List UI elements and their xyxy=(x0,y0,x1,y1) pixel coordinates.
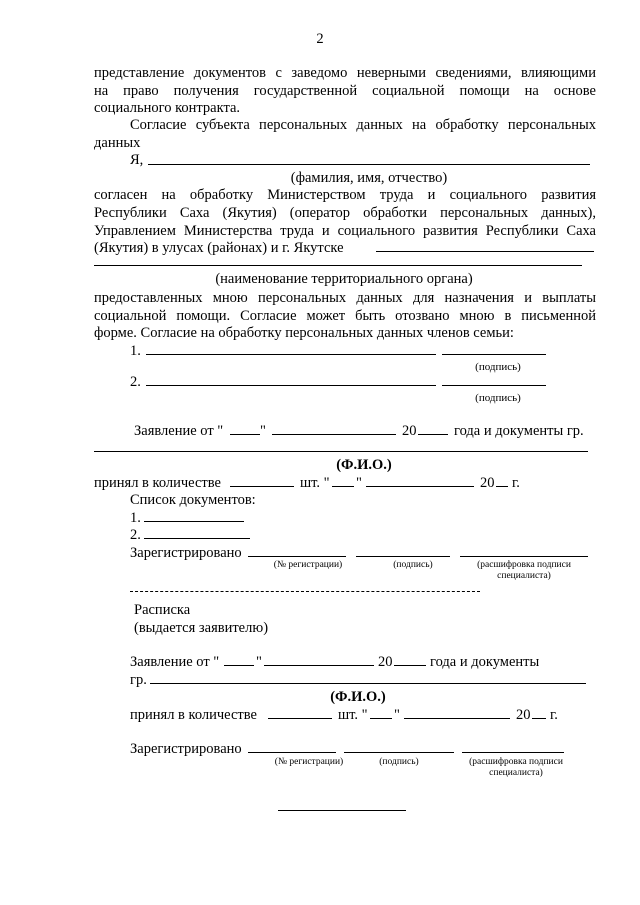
statement-accepted-label: принял в количестве xyxy=(94,475,221,491)
receipt-gr-label: гр. xyxy=(130,672,147,688)
registration-specialist-caption-2: специалиста) xyxy=(497,571,551,581)
receipt-year-prefix: 20 xyxy=(378,654,393,670)
registration-number-caption: (№ регистрации) xyxy=(273,560,343,570)
registration-signature-caption: (подпись) xyxy=(393,560,433,570)
fio-input-line[interactable] xyxy=(148,164,590,165)
receipt-accepted-g: г. xyxy=(550,707,558,723)
consent-title-line-1: Согласие субъекта персональных данных на обработку персональных xyxy=(130,117,596,133)
document-item-1-line[interactable] xyxy=(144,521,244,522)
registration-number-line[interactable] xyxy=(248,556,346,557)
fio-caption: (фамилия, имя, отчество) xyxy=(290,170,448,186)
receipt-registration-number-line[interactable] xyxy=(248,752,336,753)
receipt-month-line[interactable] xyxy=(264,665,374,666)
end-separator-line xyxy=(278,810,406,811)
statement-accepted-year-prefix: 20 xyxy=(480,475,495,491)
statement-accepted-day-line[interactable] xyxy=(332,486,354,487)
provided-line-3: форме. Согласие на обработку персональных данных членов семьи: xyxy=(94,325,514,341)
document-item-1-number: 1. xyxy=(130,510,141,526)
receipt-statement-suffix: года и документы xyxy=(430,654,540,670)
statement-accepted-year-line[interactable] xyxy=(496,486,508,487)
receipt-registration-specialist-caption-1: (расшифровка подписи xyxy=(469,757,563,767)
statement-count-line[interactable] xyxy=(230,486,294,487)
statement-suffix: года и документы гр. xyxy=(454,423,584,439)
family-member-2-signature-caption: (подпись) xyxy=(475,392,521,404)
statement-year-line[interactable] xyxy=(418,434,448,435)
receipt-quote-close-2: " xyxy=(394,707,400,723)
receipt-accepted-day-line[interactable] xyxy=(370,718,392,719)
document-item-2-line[interactable] xyxy=(144,538,250,539)
receipt-year-line[interactable] xyxy=(394,665,426,666)
statement-fio-line[interactable] xyxy=(94,451,588,452)
territorial-input-line-1[interactable] xyxy=(376,251,594,252)
consent-text-line-3: Управлением Министерства труда и социального развития Республики Саха xyxy=(94,223,596,239)
provided-line-1: предоставленных мною персональных данных для назначения и выплаты xyxy=(94,290,596,306)
intro-line-1: представление документов с заведомо неверными сведениями, влияющими xyxy=(94,65,596,81)
intro-line-2: на право получения государственной социальной помощи на основе xyxy=(94,83,596,99)
receipt-statement-prefix: Заявление от " xyxy=(130,654,220,670)
receipt-registration-number-caption: (№ регистрации) xyxy=(274,757,344,767)
provided-line-2: социальной помощи. Согласие может быть отозвано мною в письменной xyxy=(94,308,596,324)
consent-text-line-4: (Якутия) в улусах (районах) и г. Якутске xyxy=(94,240,344,256)
statement-fio-caption: (Ф.И.О.) xyxy=(336,457,392,473)
consent-text-line-2: Республики Саха (Якутия) (оператор обработки персональных данных), xyxy=(94,205,596,221)
cut-line-divider xyxy=(130,591,480,592)
territorial-caption: (наименование территориального органа) xyxy=(215,271,473,287)
statement-year-prefix: 20 xyxy=(402,423,417,439)
family-member-2-signature-line[interactable] xyxy=(442,385,546,386)
receipt-accepted-year-line[interactable] xyxy=(532,718,546,719)
intro-line-3: социального контракта. xyxy=(94,100,241,116)
consent-i-label: Я, xyxy=(130,152,144,168)
family-member-1-number: 1. xyxy=(130,343,141,359)
receipt-accepted-month-line[interactable] xyxy=(404,718,510,719)
document-item-2-number: 2. xyxy=(130,527,141,543)
receipt-registration-signature-line[interactable] xyxy=(344,752,454,753)
statement-accepted-g: г. xyxy=(512,475,520,491)
statement-quote-close-2: " xyxy=(356,475,362,491)
family-member-2-number: 2. xyxy=(130,374,141,390)
statement-quote-close: " xyxy=(260,423,266,439)
receipt-fio-caption: (Ф.И.О.) xyxy=(330,689,386,705)
statement-prefix: Заявление от " xyxy=(134,423,224,439)
receipt-registration-specialist-caption-2: специалиста) xyxy=(489,768,543,778)
family-member-1-signature-line[interactable] xyxy=(442,354,546,355)
registered-label: Зарегистрировано xyxy=(130,545,242,561)
statement-month-line[interactable] xyxy=(272,434,396,435)
receipt-accepted-year-prefix: 20 xyxy=(516,707,531,723)
registration-specialist-line[interactable] xyxy=(460,556,588,557)
family-member-1-signature-caption: (подпись) xyxy=(475,361,521,373)
page-number: 2 xyxy=(316,31,324,47)
receipt-subtitle: (выдается заявителю) xyxy=(134,620,269,636)
receipt-count-line[interactable] xyxy=(268,718,332,719)
family-member-1-name-line[interactable] xyxy=(146,354,436,355)
receipt-fio-line[interactable] xyxy=(150,683,586,684)
registration-signature-line[interactable] xyxy=(356,556,450,557)
receipt-quote-close: " xyxy=(256,654,262,670)
receipt-pcs-label: шт. " xyxy=(338,707,368,723)
statement-pcs-label: шт. " xyxy=(300,475,330,491)
receipt-registration-specialist-line[interactable] xyxy=(462,752,564,753)
receipt-registered-label: Зарегистрировано xyxy=(130,741,242,757)
statement-accepted-month-line[interactable] xyxy=(366,486,474,487)
receipt-registration-signature-caption: (подпись) xyxy=(379,757,419,767)
territorial-input-line-2[interactable] xyxy=(94,265,582,266)
receipt-title: Расписка xyxy=(134,602,191,618)
consent-text-line-1: согласен на обработку Министерством труда и социального развития xyxy=(94,187,596,203)
documents-list-label: Список документов: xyxy=(130,492,256,508)
registration-specialist-caption-1: (расшифровка подписи xyxy=(477,560,571,570)
consent-title-line-2: данных xyxy=(94,135,141,151)
statement-day-line[interactable] xyxy=(230,434,260,435)
family-member-2-name-line[interactable] xyxy=(146,385,436,386)
receipt-accepted-label: принял в количестве xyxy=(130,707,257,723)
receipt-day-line[interactable] xyxy=(224,665,254,666)
